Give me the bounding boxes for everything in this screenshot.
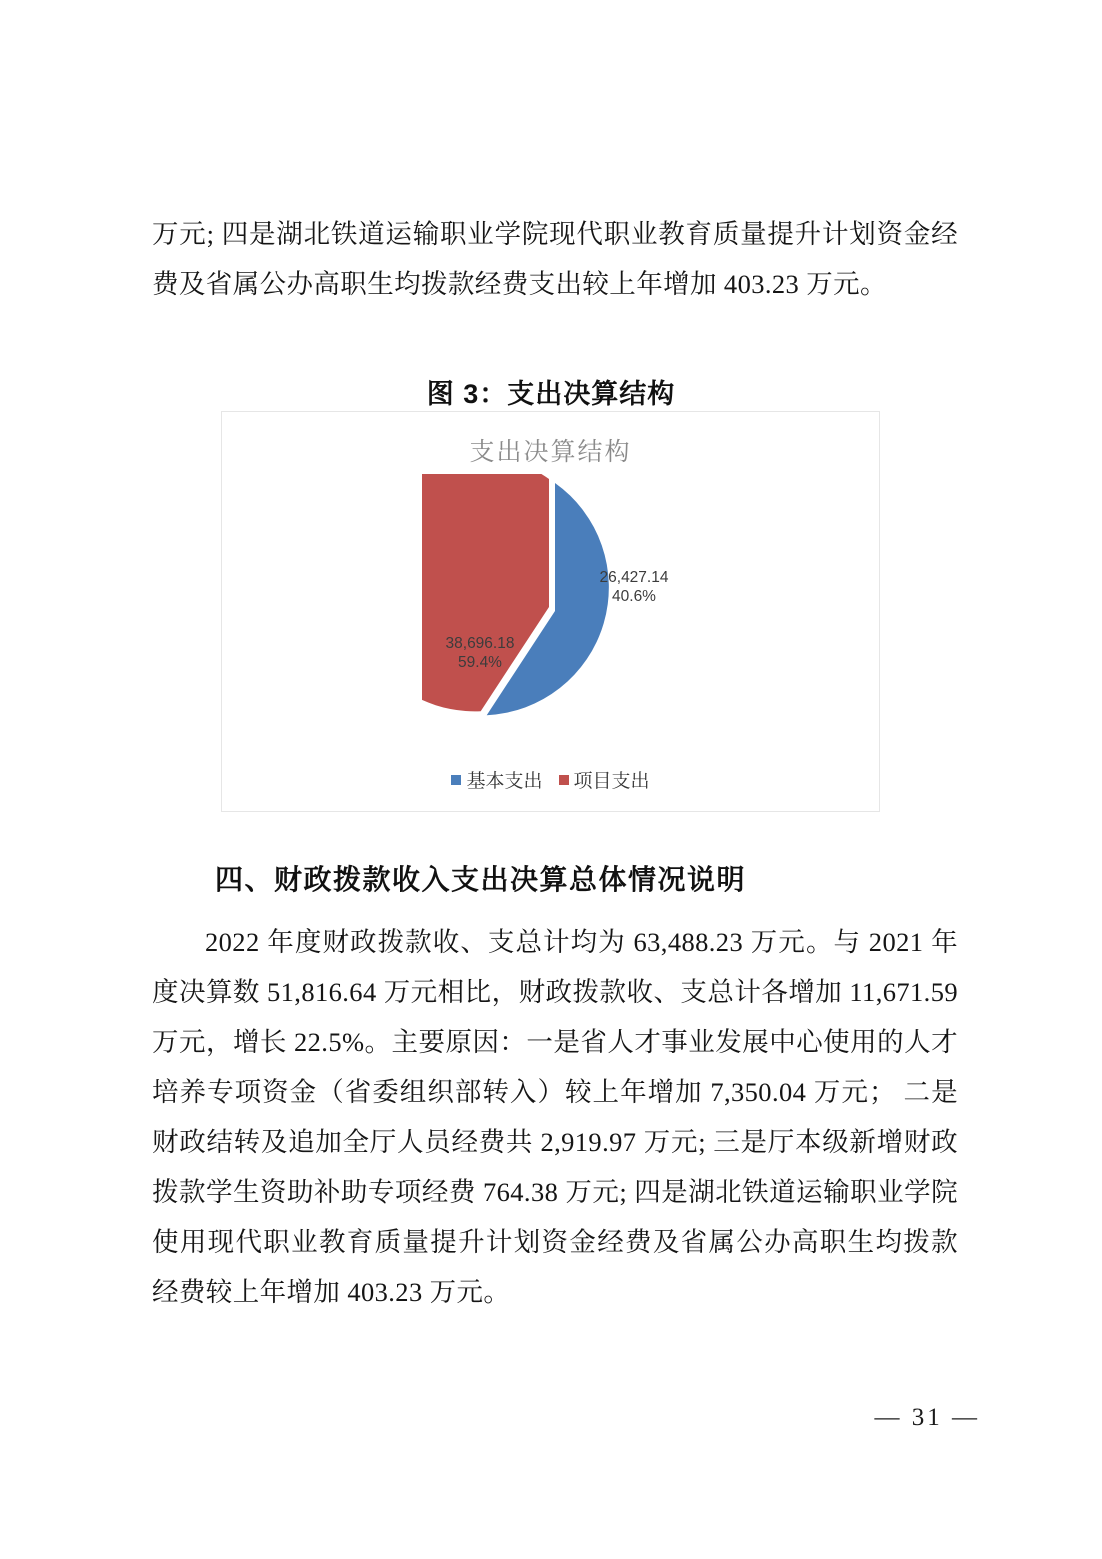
legend-label-basic: 基本支出 [466,771,543,792]
pie-svg [422,474,682,740]
pie-label-project [420,634,540,672]
legend-swatch-project [559,775,569,785]
legend-item-basic[interactable] [451,766,542,793]
page-number: — 31 — [874,1404,980,1431]
chart-title: 支出决算结构 [469,438,632,466]
legend-label-project: 项目支出 [573,771,650,792]
legend-swatch-basic [451,775,461,785]
section-heading: 四、财政拨款收入支出决算总体情况说明 [215,864,747,895]
pie-plot-area [222,474,881,744]
pie-label-basic-percent: 40.6% [612,588,656,605]
pie-label-basic [574,568,694,606]
pie-label-project-value: 38,696.18 [445,635,515,652]
legend-item-project[interactable] [559,766,650,793]
pie-label-basic-value: 26,427.14 [599,569,669,586]
top-paragraph-text: 万元; 四是湖北铁道运输职业学院现代职业教育质量提升计划资金经费及省属公办高职生均拨款经费支出较上年增加 403.23 万元。 [152,219,958,299]
figure-caption: 图 3：支出决算结构 [426,379,676,409]
chart-legend [222,766,879,793]
top-paragraph-block [152,209,958,309]
bottom-paragraph-text: 2022 年度财政拨款收、支总计均为 63,488.23 万元。与 2021 年度决算数 51,816.64 万元相比，财政拨款收、支总计各增加 11,671.59 万元，增长 22.5%。主要原因：一是省人才事业发展中心使用的人才培养专项资金（省委组织部转入）较上年增加 7,350.04 万元； 二是财政结转及追加全厅人员经费共 2,919.97 万元; 三是厅本级新增财政拨款学生资助补助专项经费 764.38 万元; 四是湖北铁道运输职业学院使用现代职业教育质量提升计划资金经费及省属公办高职生均拨款经费较上年增加 403.23 万元。 [152,927,958,1307]
pie-label-project-percent: 59.4% [458,654,502,671]
expenditure-pie-chart [221,411,880,812]
bottom-paragraph-block [152,917,958,1317]
